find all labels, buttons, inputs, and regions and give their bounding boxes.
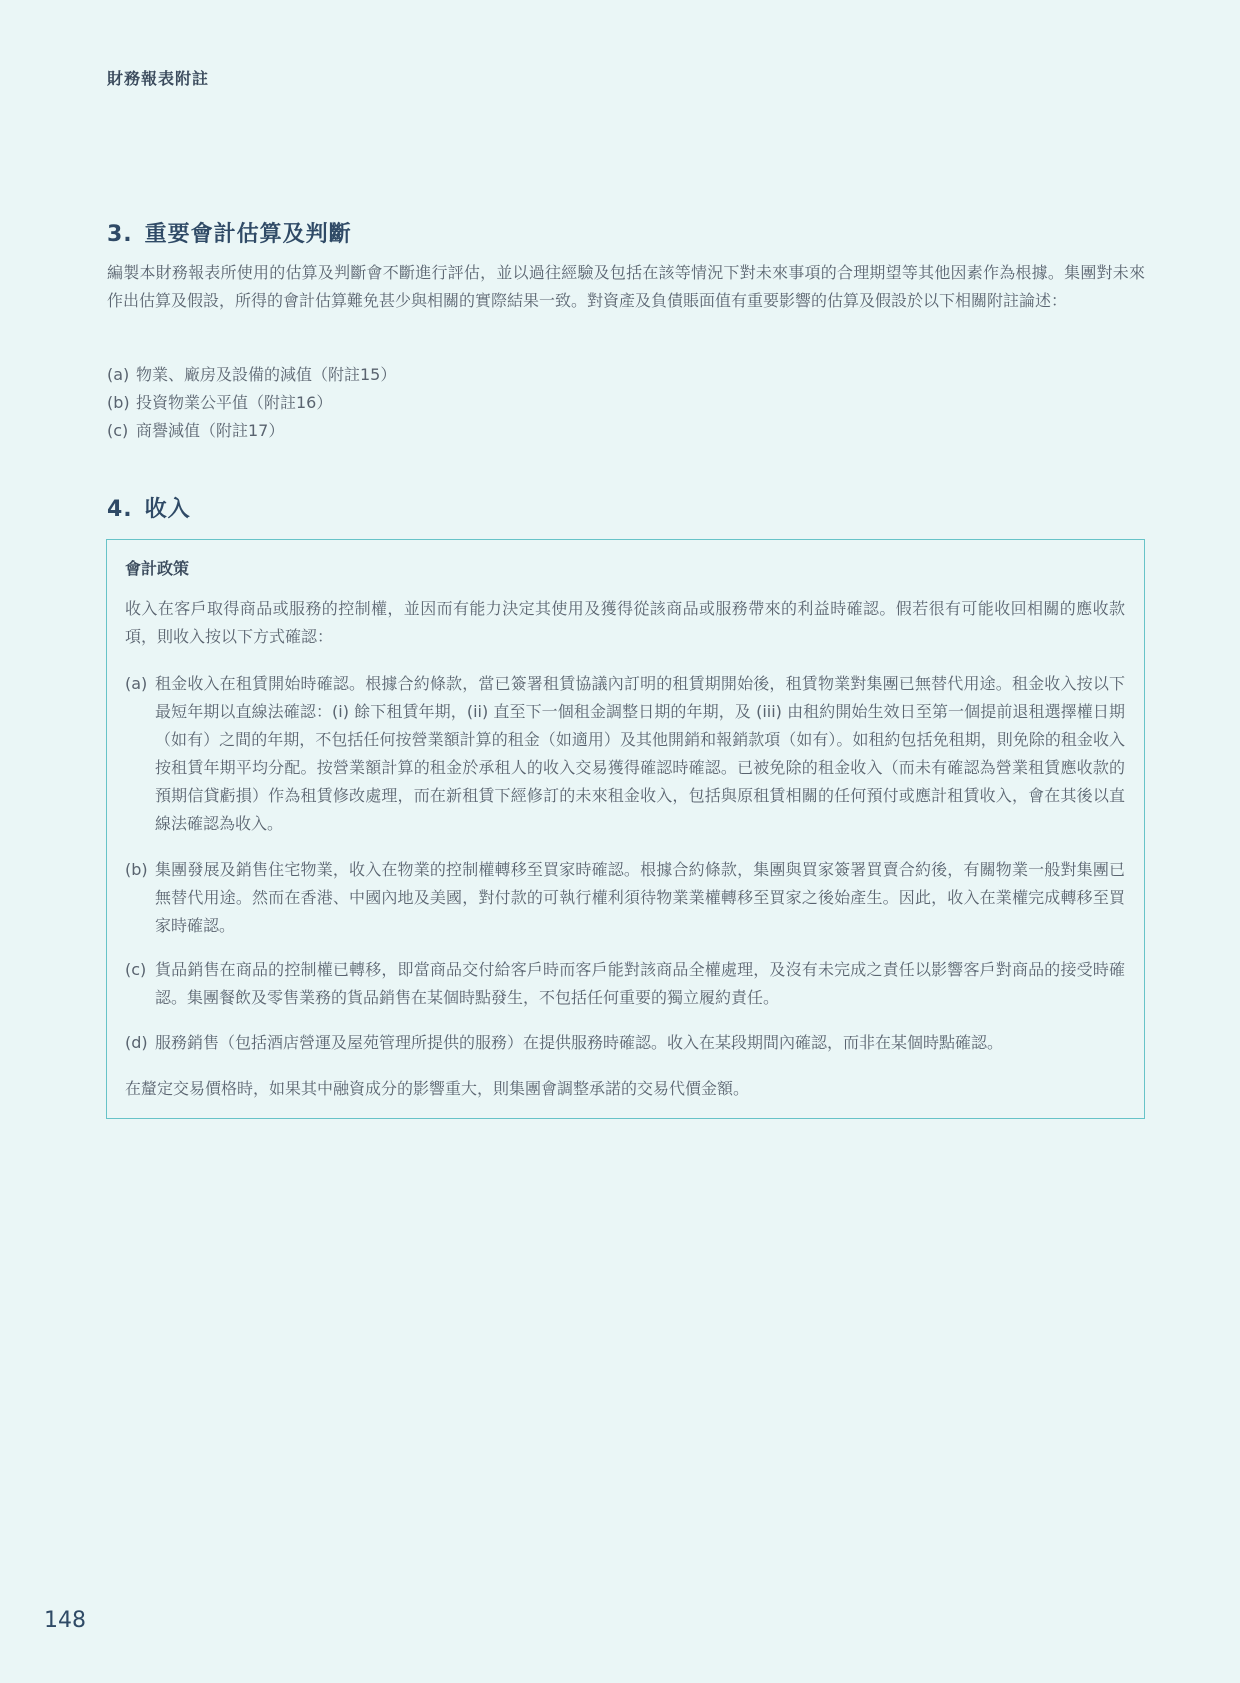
list-marker: (b) [107, 393, 130, 412]
list-text: 物業、廠房及設備的減值（附註15） [136, 365, 397, 384]
section-3-item-c [107, 417, 284, 445]
list-marker: (c) [125, 960, 147, 979]
list-text: 投資物業公平值（附註16） [136, 393, 333, 412]
section-3-item-a [107, 361, 396, 389]
list-text: 商譽減值（附註17） [136, 421, 285, 440]
section-4-heading [107, 492, 191, 523]
list-text: 租金收入在租賃開始時確認。根據合約條款，當已簽署租賃協議內訂明的租賃期開始後，租賃物業對集團已無替代用途。租金收入按以下最短年期以直線法確認：(i) 餘下租賃年期，(ii) 直至下一個租金調整日期的年期，及 (iii) 由租約開始生效日至第一個提前退租選擇權日期（如有）之間的年期，不包括任何按營業額計算的租金（如適用）及其他開銷和報銷款項（如有）。如租約包括免租期，則免除的租金收入按租賃年期平均分配。按營業額計算的租金於承租人的收入交易獲得確認時確認。已被免除的租金收入（而未有確認為營業租賃應收款的預期信貸虧損）作為租賃修改處理，而在新租賃下經修訂的未來租金收入，包括與原租賃相關的任何預付或應計租賃收入，會在其後以直線法確認為收入。 [155, 674, 1125, 833]
list-marker: (d) [125, 1033, 148, 1052]
policy-item-a [125, 670, 1125, 838]
list-text: 服務銷售（包括酒店營運及屋苑管理所提供的服務）在提供服務時確認。收入在某段期間內確認，而非在某個時點確認。 [155, 1033, 1004, 1052]
section-4-number: 4. [107, 497, 133, 522]
section-3-heading [107, 217, 352, 248]
section-3-item-b [107, 389, 332, 417]
list-marker: (a) [107, 365, 130, 384]
page-number: 148 [44, 1608, 86, 1633]
list-text: 貨品銷售在商品的控制權已轉移，即當商品交付給客戶時而客戶能對該商品全權處理，及沒有未完成之責任以影響客戶對商品的接受時確認。集團餐飲及零售業務的貨品銷售在某個時點發生，不包括任何重要的獨立履約責任。 [155, 960, 1125, 1007]
policy-item-b [125, 856, 1125, 940]
accounting-policy-box [106, 539, 1145, 1119]
section-3-title: 重要會計估算及判斷 [144, 222, 352, 247]
running-header: 財務報表附註 [107, 69, 210, 88]
list-text: 集團發展及銷售住宅物業，收入在物業的控制權轉移至買家時確認。根據合約條款，集團與買家簽署買賣合約後，有關物業一般對集團已無替代用途。然而在香港、中國內地及美國，對付款的可執行權利須待物業業權轉移至買家之後始產生。因此，收入在業權完成轉移至買家時確認。 [155, 860, 1125, 935]
policy-item-c [125, 956, 1125, 1012]
list-marker: (b) [125, 860, 148, 879]
policy-closing: 在釐定交易價格時，如果其中融資成分的影響重大，則集團會調整承諾的交易代價金額。 [125, 1079, 750, 1098]
section-3-number: 3. [107, 222, 133, 247]
section-3-intro: 編製本財務報表所使用的估算及判斷會不斷進行評估，並以過往經驗及包括在該等情況下對未來事項的合理期望等其他因素作為根據。集團對未來作出估算及假設，所得的會計估算難免甚少與相關的實際結果一致。對資產及負債賬面值有重要影響的估算及假設於以下相關附註論述： [107, 263, 1145, 310]
list-marker: (a) [125, 674, 148, 693]
policy-item-d [125, 1029, 1125, 1057]
policy-intro: 收入在客戶取得商品或服務的控制權，並因而有能力決定其使用及獲得從該商品或服務帶來的利益時確認。假若很有可能收回相關的應收款項，則收入按以下方式確認： [125, 599, 1125, 646]
policy-heading: 會計政策 [125, 559, 190, 578]
section-4-title: 收入 [144, 497, 191, 522]
list-marker: (c) [107, 421, 129, 440]
